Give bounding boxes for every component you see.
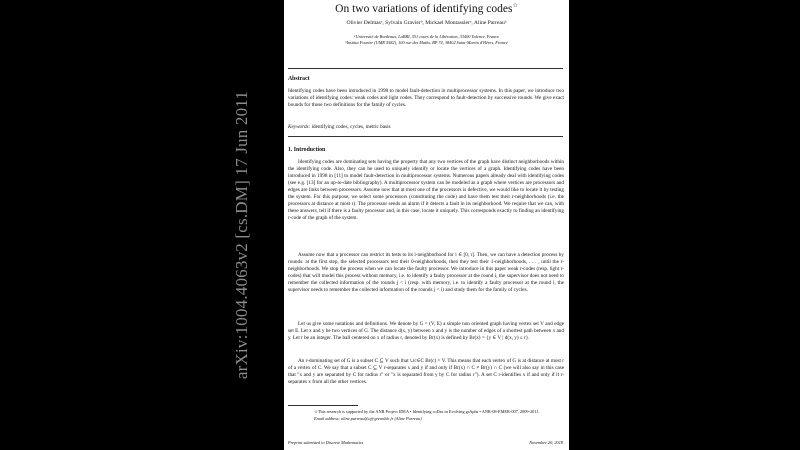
affiliation-b: ᵇInstitut Fourier (UMR 5582), 100 rue des Maths, BP 74, 38402 Saint-Martin d'Hères, France <box>345 40 508 45</box>
footnote-email: Email address: aline.parreau@ujf-grenoble.fr (Aline Parreau) <box>314 416 422 421</box>
abstract-heading: Abstract <box>288 76 310 82</box>
keywords-line <box>288 124 391 130</box>
intro-paragraph-1: Identifying codes are dominating sets having the property that any two vertices of the graph have distinct neighborhoods within the identifying code. Also, they can be used to uniquely identify or locate the vertices of a graph. Identifying codes have been introduced in 1998 in [11] to model fault-detection in multiprocessor systems. Numerous papers already deal with identifying codes (see e.g. [13] for an up-to-date bibliography). A multiprocessor system can be modeled as a graph where vertices are processors and edges are links between processors. Assume now that at most one of the processors is defective, we would like to locate it by testing the system. For this purpose, we select some processors (constituting the code) and have them test their r-neighborhoods (i.e. the processors at distance at most r). The processor sends an alarm if it detects a fault in its neighborhood. We require that we can, with these answers, tell if there is a faulty processor and, in this case, locate it uniquely. This corresponds exactly to finding an identifying r-code of the graph of the system. <box>288 159 564 221</box>
affiliation-a: ᵃUniversité de Bordeaux, LaBRI, 351 cours de la Libération, 33400 Talence, France <box>353 34 500 39</box>
preprint-note: Preprint submitted to Discrete Mathematics <box>288 440 364 445</box>
author-list: Olivier Delmasᵃ, Sylvain Gravierᵇ, Mickael Montassierᵃ, Aline Parreauᵇ <box>346 20 507 26</box>
paper-title-text: On two variations of identifying codes <box>335 2 513 15</box>
footnote-rule <box>288 405 358 406</box>
footnote-funding: ☆This research is supported by the ANR Project IDEA • Identifying coDes in Evolving grAphs • ANR-08-EMER-007, 2009-2011. <box>314 409 540 414</box>
paper-page <box>284 0 569 450</box>
intro-paragraph-4: An r-dominating set of G is a subset C ⊆ V such that ∪c∈C Br(c) = V. This means that each vertex of G is at distance at most r of a vertex of C. We say that a subset C ⊆ V r-separates x and y if and only if Br(x) ∩ C ≠ Br(y) ∩ C (we will also say in this case that "x and y are separated by C for radius r" or "x is separated from y by C for radius r"). A set C r-identifies x if and only if it r-separates x from all the other vertices. <box>288 358 564 385</box>
paper-title <box>284 0 569 16</box>
right-margin-background <box>569 0 800 450</box>
abstract-top-rule <box>288 68 563 69</box>
intro-paragraph-2: Assume now that a processor can restrict its tests to its i-neighborhood for i ∈ [0, r]. Then, we can have a detection process by rounds: at the first step, the selected processors test their 0-neighborhoods, then they test their 1-neighborhoods, . . . , until the r-neighborhoods. We stop the process when we can locate the faulty processor. We introduce in this paper weak r-codes (resp. light r-codes) that will model this process without memory, i.e. to identify a faulty processor at the round i, the supervisor does not need to remember the collected information of the rounds j < i (resp. with memory, i.e. to identify a faulty processor at the round i, the supervisor needs to remember the collected information of the rounds j < i) and study them for the family of cycles. <box>288 252 564 293</box>
keywords-label: Keywords: <box>288 124 311 130</box>
abstract-bottom-rule <box>288 136 563 137</box>
section-heading-introduction: 1. Introduction <box>288 147 326 153</box>
title-footnote-mark: ☆ <box>512 3 518 9</box>
arxiv-identifier: arXiv:1004.4063v2 [cs.DM] 17 Jun 2011 <box>232 90 251 380</box>
intro-paragraph-3: Let us give some notations and definitions. We denote by G = (V, E) a simple non oriented graph having vertex set V and edge set E. Let x and y be two vertices of G. The distance d(x, y) between x and y is the number of edges of a shortest path between x and y. Let r be an integer. The ball centered on x of radius r, denoted by Br(x) is defined by Br(x) = {y ∈ V | d(x, y) ≤ r}. <box>288 321 564 341</box>
abstract-text: Identifying codes have been introduced in 1998 to model fault-detection in multiprocessor systems. In this paper, we introduce two variations of identifying codes: weak codes and light codes. They correspond to fault-detection by successive rounds. We give exact bounds for those two definitions for the family of cycles. <box>288 88 564 108</box>
preprint-date: November 20, 2018 <box>529 440 563 445</box>
keywords-text: identifying codes, cycles, metric basis <box>311 124 391 130</box>
